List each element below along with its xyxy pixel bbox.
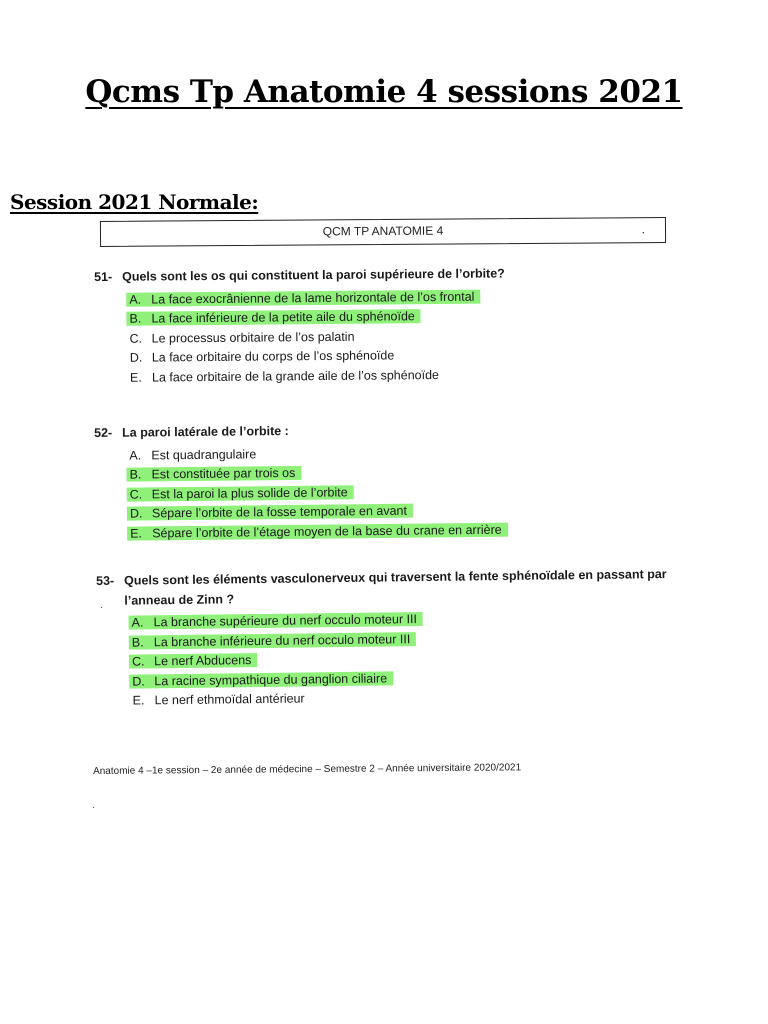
option-text: La face orbitaire de la grande aile de l’os sphénoïde — [151, 367, 440, 384]
option-text: La racine sympathique du ganglion ciliaire — [154, 670, 388, 688]
answer-highlight — [127, 485, 354, 501]
options-list — [97, 607, 686, 712]
document-title: Qcms Tp Anatomie 4 sessions 2021 — [85, 74, 683, 110]
question-header — [94, 418, 682, 444]
answer-highlight — [129, 632, 417, 650]
page-footer: Anatomie 4 –1e session – 2e année de médecine – Semestre 2 – Année universitaire 2020/2021 — [93, 762, 522, 777]
option-letter: B. — [129, 467, 142, 482]
answer-highlight — [126, 466, 301, 482]
question-number: 51- — [94, 269, 113, 284]
option-letter: B. — [129, 311, 142, 326]
question-52 — [94, 418, 683, 544]
answer-highlight — [127, 504, 413, 521]
option-letter: E. — [132, 693, 145, 708]
question-number: 52- — [94, 425, 113, 440]
option-letter: A. — [131, 615, 144, 630]
option-text: Est quadrangulaire — [151, 446, 257, 462]
question-51 — [94, 263, 683, 388]
option-letter: D. — [132, 673, 145, 689]
option-text: Le nerf ethmoïdal antérieur — [154, 691, 305, 708]
option-letter: E. — [129, 370, 142, 385]
option-letter: B. — [131, 634, 144, 650]
answer-highlight — [127, 522, 508, 540]
header-box-mark: . — [641, 222, 646, 237]
option-text: La face orbitaire du corps de l’os sphénoïde — [151, 348, 395, 365]
answer-highlight — [126, 289, 480, 306]
option-letter: D. — [129, 506, 143, 521]
option-text: Sépare l’orbite de l’étage moyen de la base du crane en arrière — [152, 522, 502, 540]
option-letter: E. — [130, 526, 143, 541]
options-list — [94, 285, 683, 388]
option-letter: C. — [129, 331, 143, 346]
question-text: La paroi latérale de l’orbite : — [122, 423, 289, 440]
qcm-header-label: QCM TP ANATOMIE 4 — [322, 223, 444, 239]
question-text: Quels sont les os qui constituent la paroi supérieure de l’orbite? — [122, 266, 505, 284]
question-text: Quels sont les éléments vasculonerveux qui traversent la fente sphénoïdale en passant par l’anneau de Zinn ? — [124, 567, 667, 608]
question-header — [96, 565, 684, 611]
option-text: Le nerf Abducens — [154, 653, 252, 669]
answer-highlight — [129, 653, 257, 669]
option-text: Le processus orbitaire de l’os palatin — [151, 329, 355, 345]
stray-mark: . — [100, 600, 103, 611]
option-letter: A. — [129, 448, 142, 463]
question-number: 53- — [96, 573, 115, 588]
option-text: La face inférieure de la petite aile du sphénoïde — [151, 309, 415, 326]
stray-mark: . — [92, 800, 95, 811]
option-letter: C. — [129, 486, 143, 502]
option-text: La branche inférieure du nerf occulo moteur III — [153, 631, 411, 649]
options-list — [94, 440, 683, 544]
option-text: Est la paroi la plus solide de l’orbite — [151, 484, 348, 501]
option-letter: D. — [129, 350, 143, 365]
session-heading: Session 2021 Normale: — [10, 190, 259, 214]
answer-highlight — [129, 612, 424, 630]
option-letter: C. — [132, 654, 145, 669]
question-header — [94, 263, 682, 288]
qcm-header-box — [100, 217, 666, 247]
option-text: La face exocrânienne de la lame horizontale de l’os frontal — [151, 289, 475, 307]
answer-highlight — [126, 309, 421, 326]
question-53 — [96, 565, 686, 712]
option-text: Est constituée par trois os — [151, 465, 296, 482]
option-text: La branche supérieure du nerf occulo moteur III — [153, 612, 418, 630]
option-e — [130, 363, 683, 387]
option-letter: A. — [129, 292, 142, 307]
answer-highlight — [129, 671, 393, 688]
option-text: Sépare l’orbite de la fosse temporale en avant — [151, 503, 408, 521]
